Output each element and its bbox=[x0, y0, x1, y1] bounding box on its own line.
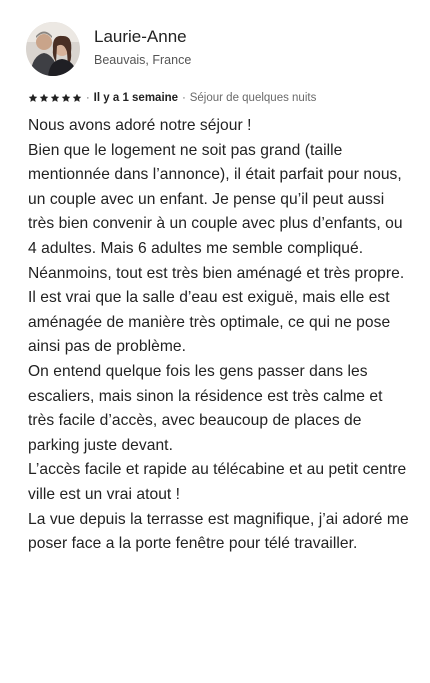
review-paragraph: Bien que le logement ne soit pas grand (taille mentionnée dans l’annonce), il était parfait pour nous, un couple avec un enfant. Je pense qu’il peut aussi très bien convenir à un couple avec plus d’enfants, ou 4 adultes. Mais 6 adultes me semble compliqué. bbox=[28, 141, 403, 257]
reviewer-name[interactable]: Laurie-Anne bbox=[94, 27, 187, 46]
reviewer-identity bbox=[94, 27, 192, 68]
meta-separator: · bbox=[182, 92, 186, 104]
review-paragraph: On entend quelque fois les gens passer dans les escaliers, mais sinon la résidence est très calme et très facile d’accès, avec beaucoup de places de parking juste devant. bbox=[28, 362, 383, 454]
meta-separator: · bbox=[86, 92, 90, 104]
stay-type: Séjour de quelques nuits bbox=[189, 92, 317, 104]
review-meta bbox=[28, 91, 316, 105]
review-paragraph: Nous avons adoré notre séjour ! bbox=[28, 117, 252, 134]
avatar-photo-icon bbox=[26, 22, 80, 76]
review-paragraph: La vue depuis la terrasse est magnifique, j’ai adoré me poser face a la porte fenêtre pour télé travailler. bbox=[28, 510, 409, 553]
star-icon bbox=[39, 93, 49, 103]
reviewer-location: Beauvais, France bbox=[94, 53, 192, 67]
star-icon bbox=[72, 93, 82, 103]
star-icon bbox=[50, 93, 60, 103]
star-icon bbox=[28, 93, 38, 103]
review-text bbox=[28, 114, 410, 557]
review-paragraph: Néanmoins, tout est très bien aménagé et très propre. Il est vrai que la salle d’eau est exiguë, mais elle est aménagée de manière très optimale, ce qui ne pose ainsi pas de problème. bbox=[28, 264, 405, 356]
avatar[interactable] bbox=[26, 22, 80, 76]
reviewer-header bbox=[26, 22, 191, 76]
star-rating bbox=[28, 93, 82, 103]
star-icon bbox=[61, 93, 71, 103]
review-date: Il y a 1 semaine bbox=[93, 92, 179, 104]
review-paragraph: L’accès facile et rapide au télécabine et au petit centre ville est un vrai atout ! bbox=[28, 461, 407, 503]
